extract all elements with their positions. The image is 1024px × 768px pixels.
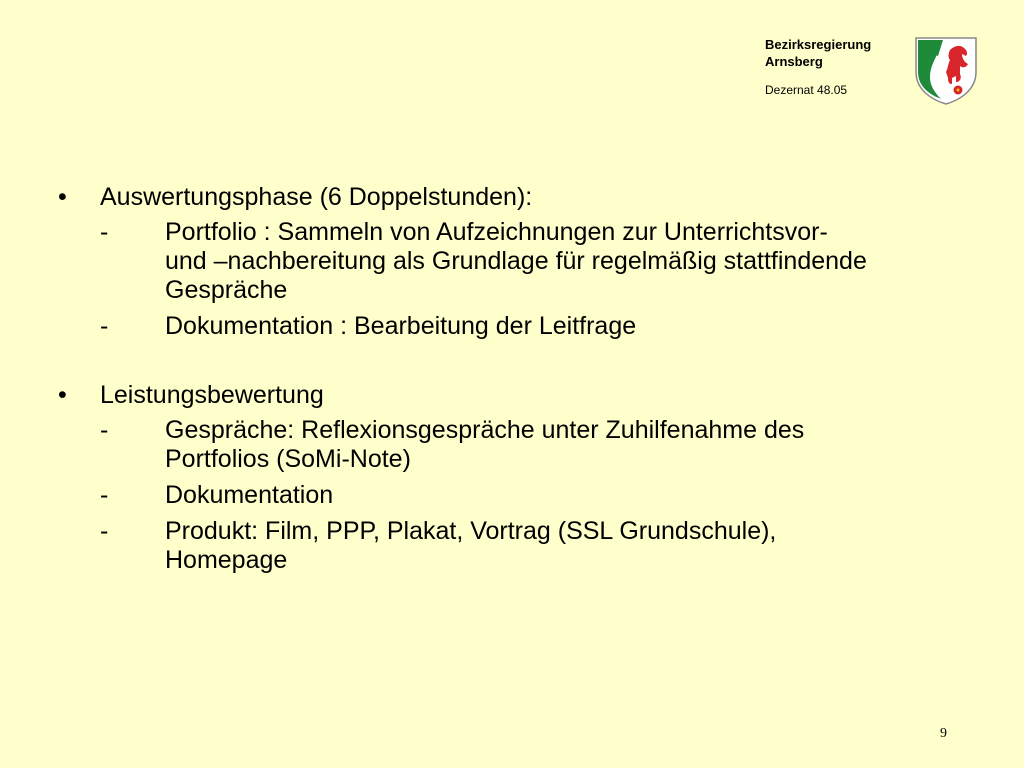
bullet-icon: •	[58, 381, 67, 409]
list-item-text	[165, 481, 988, 510]
organization-location: Arnsberg	[765, 54, 823, 69]
dash-marker: -	[100, 517, 109, 545]
list-item-line: Portfolios (SoMi-Note)	[165, 445, 411, 473]
section-title: Leistungsbewertung	[100, 381, 324, 409]
list-item-line: Homepage	[165, 546, 288, 574]
list-item	[58, 416, 988, 474]
list-item	[58, 481, 988, 510]
slide-content	[58, 183, 988, 582]
page-number: 9	[940, 726, 947, 741]
list-item	[58, 312, 988, 341]
department-label: Dezernat 48.05	[765, 83, 848, 97]
section-title: Auswertungsphase (6 Doppelstunden):	[100, 183, 533, 211]
list-item-line: Produkt: Film, PPP, Plakat, Vortrag (SSL Grundschule),	[165, 517, 777, 545]
dash-marker: -	[100, 218, 109, 246]
organization-name: Bezirksregierung	[765, 37, 872, 52]
section-evaluation-phase	[58, 183, 988, 341]
header-organization-block	[765, 36, 910, 99]
section-heading	[58, 381, 988, 410]
list-item-text	[165, 312, 988, 341]
list-item-line: Portfolio : Sammeln von Aufzeichnungen zur Unterrichtsvor-	[165, 218, 828, 246]
list-item-line: Gespräche: Reflexionsgespräche unter Zuhilfenahme des	[165, 416, 805, 444]
list-item-line: Dokumentation : Bearbeitung der Leitfrage	[165, 312, 637, 340]
dash-marker: -	[100, 312, 109, 340]
list-item-line: und –nachbereitung als Grundlage für regelmäßig stattfindende	[165, 247, 867, 275]
list-item-line: Dokumentation	[165, 481, 334, 509]
dash-marker: -	[100, 416, 109, 444]
list-item-text	[165, 517, 988, 575]
bullet-icon: •	[58, 183, 67, 211]
list-item	[58, 517, 988, 575]
section-heading	[58, 183, 988, 212]
list-item-text	[165, 218, 988, 305]
list-item-line: Gespräche	[165, 276, 288, 304]
dash-marker: -	[100, 481, 109, 509]
list-item-text	[165, 416, 988, 474]
rose-center-icon	[957, 89, 960, 92]
list-item	[58, 218, 988, 305]
section-performance-assessment	[58, 381, 988, 575]
nrw-coat-of-arms-icon	[912, 34, 980, 106]
